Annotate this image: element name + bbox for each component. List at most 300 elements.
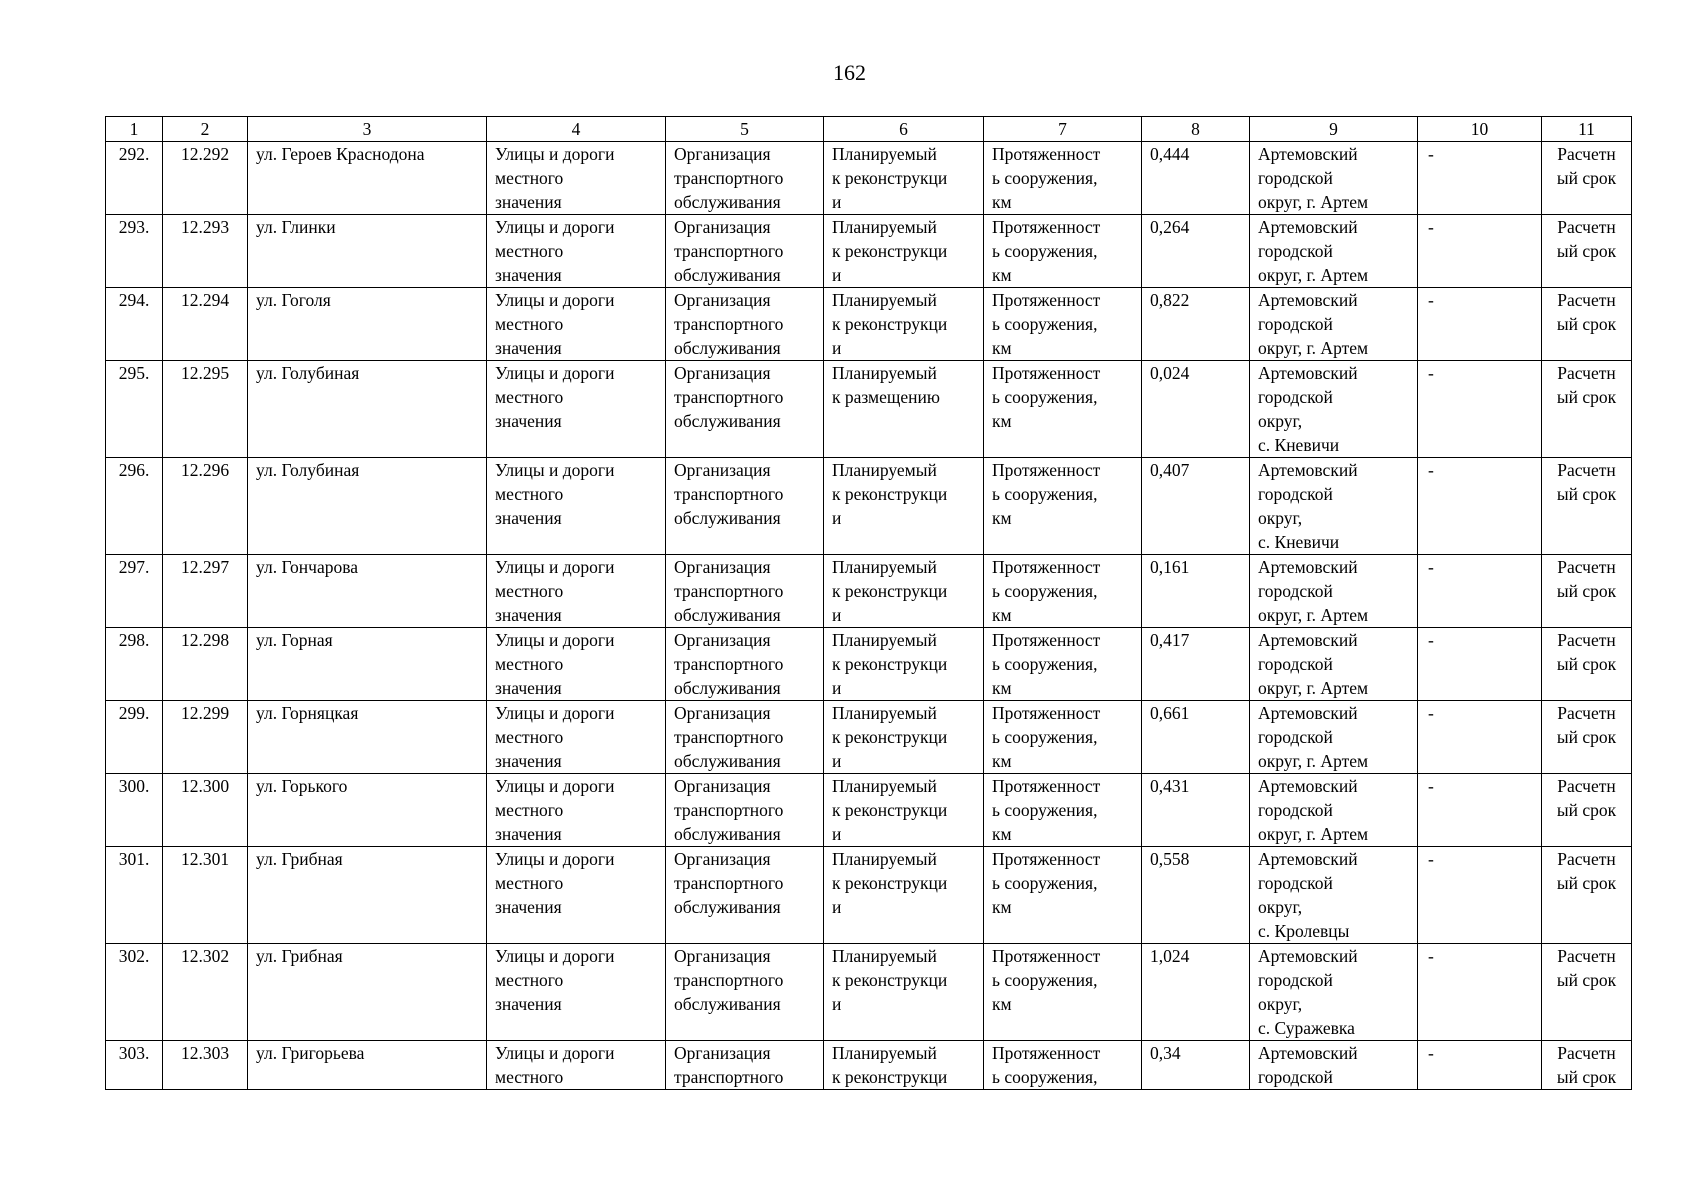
parameter-cell bbox=[984, 142, 1142, 215]
table-row bbox=[106, 458, 1632, 555]
cell-line: с. Кневичи bbox=[1258, 435, 1340, 455]
cell-line: Улицы и дороги bbox=[495, 630, 615, 650]
cell-line: ый срок bbox=[1556, 168, 1617, 188]
cell-line: и bbox=[832, 508, 842, 528]
location-cell bbox=[1250, 944, 1418, 1041]
cell-line: значения bbox=[495, 678, 562, 698]
code-cell: 12.294 bbox=[163, 288, 248, 361]
cell-line: обслуживания bbox=[674, 338, 781, 358]
zone-cell: - bbox=[1418, 701, 1542, 774]
cell-line: местного bbox=[495, 581, 564, 601]
cell-line: ь сооружения, bbox=[992, 168, 1098, 188]
cell-line: с. Кролевцы bbox=[1258, 921, 1350, 941]
cell-line: Артемовский bbox=[1258, 776, 1358, 796]
cell-line: ь сооружения, bbox=[992, 970, 1098, 990]
cell-line: транспортного bbox=[674, 168, 784, 188]
cell-line: транспортного bbox=[674, 654, 784, 674]
street-name-cell: ул. Горького bbox=[248, 774, 487, 847]
cell-line: к реконструкци bbox=[832, 484, 948, 504]
row-number-cell: 292. bbox=[106, 142, 163, 215]
cell-line: городской bbox=[1258, 1067, 1333, 1087]
street-name-cell: ул. Горняцкая bbox=[248, 701, 487, 774]
cell-line: и bbox=[832, 994, 842, 1014]
status-cell bbox=[824, 701, 984, 774]
cell-line: округ, г. Артем bbox=[1258, 338, 1369, 358]
column-header: 7 bbox=[984, 117, 1142, 142]
cell-line: Организация bbox=[674, 946, 771, 966]
value-cell: 0,417 bbox=[1142, 628, 1250, 701]
cell-line: Протяженност bbox=[992, 946, 1101, 966]
object-type-cell bbox=[487, 142, 666, 215]
cell-line: Планируемый bbox=[832, 460, 937, 480]
street-name-cell: ул. Гончарова bbox=[248, 555, 487, 628]
cell-line: местного bbox=[495, 241, 564, 261]
term-cell bbox=[1542, 361, 1632, 458]
cell-line: Организация bbox=[674, 1043, 771, 1063]
zone-cell: - bbox=[1418, 847, 1542, 944]
cell-line: Планируемый bbox=[832, 946, 937, 966]
zone-cell: - bbox=[1418, 555, 1542, 628]
column-header: 9 bbox=[1250, 117, 1418, 142]
value-cell: 0,264 bbox=[1142, 215, 1250, 288]
location-cell bbox=[1250, 361, 1418, 458]
cell-line: городской bbox=[1258, 970, 1333, 990]
cell-line: округ, bbox=[1258, 897, 1303, 917]
code-cell: 12.297 bbox=[163, 555, 248, 628]
zone-cell: - bbox=[1418, 628, 1542, 701]
status-cell bbox=[824, 944, 984, 1041]
cell-line: ый срок bbox=[1556, 873, 1617, 893]
cell-line: Улицы и дороги bbox=[495, 363, 615, 383]
term-cell bbox=[1542, 628, 1632, 701]
cell-line: местного bbox=[495, 314, 564, 334]
table-row bbox=[106, 361, 1632, 458]
table-row bbox=[106, 701, 1632, 774]
cell-line: и bbox=[832, 824, 842, 844]
table-row bbox=[106, 142, 1632, 215]
purpose-cell bbox=[666, 774, 824, 847]
cell-line: значения bbox=[495, 508, 562, 528]
status-cell bbox=[824, 1041, 984, 1090]
table-row bbox=[106, 1041, 1632, 1090]
street-name-cell: ул. Григорьева bbox=[248, 1041, 487, 1090]
object-type-cell bbox=[487, 701, 666, 774]
status-cell bbox=[824, 458, 984, 555]
cell-line: обслуживания bbox=[674, 751, 781, 771]
table-row bbox=[106, 288, 1632, 361]
cell-line: Протяженност bbox=[992, 557, 1101, 577]
code-cell: 12.300 bbox=[163, 774, 248, 847]
purpose-cell bbox=[666, 701, 824, 774]
cell-line: значения bbox=[495, 338, 562, 358]
column-header: 2 bbox=[163, 117, 248, 142]
street-name-cell: ул. Горная bbox=[248, 628, 487, 701]
purpose-cell bbox=[666, 215, 824, 288]
code-cell: 12.298 bbox=[163, 628, 248, 701]
term-cell bbox=[1542, 1041, 1632, 1090]
cell-line: транспортного bbox=[674, 241, 784, 261]
cell-line: значения bbox=[495, 824, 562, 844]
cell-line: местного bbox=[495, 970, 564, 990]
cell-line: ь сооружения, bbox=[992, 241, 1098, 261]
cell-line: местного bbox=[495, 387, 564, 407]
cell-line: Планируемый bbox=[832, 849, 937, 869]
cell-line: ь сооружения, bbox=[992, 484, 1098, 504]
value-cell: 1,024 bbox=[1142, 944, 1250, 1041]
cell-line: Протяженност bbox=[992, 217, 1101, 237]
cell-line: Расчетн bbox=[1557, 1043, 1616, 1063]
cell-line: транспортного bbox=[674, 581, 784, 601]
street-name-cell: ул. Грибная bbox=[248, 847, 487, 944]
cell-line: обслуживания bbox=[674, 678, 781, 698]
table-row bbox=[106, 944, 1632, 1041]
status-cell bbox=[824, 774, 984, 847]
value-cell: 0,661 bbox=[1142, 701, 1250, 774]
cell-line: ь сооружения, bbox=[992, 581, 1098, 601]
cell-line: ый срок bbox=[1556, 654, 1617, 674]
parameter-cell bbox=[984, 1041, 1142, 1090]
cell-line: Улицы и дороги bbox=[495, 144, 615, 164]
street-name-cell: ул. Грибная bbox=[248, 944, 487, 1041]
cell-line: Протяженност bbox=[992, 460, 1101, 480]
row-number-cell: 299. bbox=[106, 701, 163, 774]
cell-line: Организация bbox=[674, 217, 771, 237]
value-cell: 0,444 bbox=[1142, 142, 1250, 215]
cell-line: Планируемый bbox=[832, 703, 937, 723]
purpose-cell bbox=[666, 288, 824, 361]
cell-line: транспортного bbox=[674, 873, 784, 893]
location-cell bbox=[1250, 774, 1418, 847]
cell-line: ый срок bbox=[1556, 727, 1617, 747]
cell-line: к реконструкци bbox=[832, 314, 948, 334]
street-name-cell: ул. Героев Краснодона bbox=[248, 142, 487, 215]
object-type-cell bbox=[487, 774, 666, 847]
row-number-cell: 300. bbox=[106, 774, 163, 847]
term-cell bbox=[1542, 774, 1632, 847]
code-cell: 12.301 bbox=[163, 847, 248, 944]
cell-line: ь сооружения, bbox=[992, 654, 1098, 674]
cell-line: к реконструкци bbox=[832, 654, 948, 674]
cell-line: Протяженност bbox=[992, 363, 1101, 383]
table-header bbox=[106, 117, 1632, 142]
parameter-cell bbox=[984, 628, 1142, 701]
cell-line: Артемовский bbox=[1258, 703, 1358, 723]
cell-line: Улицы и дороги bbox=[495, 946, 615, 966]
page-number: 162 bbox=[833, 60, 866, 85]
status-cell bbox=[824, 555, 984, 628]
value-cell: 0,161 bbox=[1142, 555, 1250, 628]
cell-line: местного bbox=[495, 800, 564, 820]
purpose-cell bbox=[666, 458, 824, 555]
purpose-cell bbox=[666, 361, 824, 458]
cell-line: к реконструкци bbox=[832, 727, 948, 747]
cell-line: к реконструкци bbox=[832, 873, 948, 893]
cell-line: Организация bbox=[674, 849, 771, 869]
cell-line: обслуживания bbox=[674, 897, 781, 917]
cell-line: Артемовский bbox=[1258, 557, 1358, 577]
cell-line: значения bbox=[495, 411, 562, 431]
row-number-cell: 293. bbox=[106, 215, 163, 288]
cell-line: городской bbox=[1258, 168, 1333, 188]
cell-line: обслуживания bbox=[674, 265, 781, 285]
cell-line: городской bbox=[1258, 241, 1333, 261]
value-cell: 0,407 bbox=[1142, 458, 1250, 555]
cell-line: местного bbox=[495, 654, 564, 674]
object-type-cell bbox=[487, 944, 666, 1041]
value-cell: 0,024 bbox=[1142, 361, 1250, 458]
row-number-cell: 295. bbox=[106, 361, 163, 458]
cell-line: ый срок bbox=[1556, 314, 1617, 334]
cell-line: ый срок bbox=[1556, 1067, 1617, 1087]
purpose-cell bbox=[666, 555, 824, 628]
zone-cell: - bbox=[1418, 361, 1542, 458]
cell-line: Улицы и дороги bbox=[495, 703, 615, 723]
row-number-cell: 297. bbox=[106, 555, 163, 628]
cell-line: км bbox=[992, 265, 1012, 285]
cell-line: транспортного bbox=[674, 727, 784, 747]
zone-cell: - bbox=[1418, 944, 1542, 1041]
cell-line: Протяженност bbox=[992, 1043, 1101, 1063]
status-cell bbox=[824, 288, 984, 361]
object-type-cell bbox=[487, 458, 666, 555]
cell-line: Организация bbox=[674, 630, 771, 650]
purpose-cell bbox=[666, 142, 824, 215]
cell-line: Организация bbox=[674, 144, 771, 164]
cell-line: Планируемый bbox=[832, 776, 937, 796]
parameter-cell bbox=[984, 458, 1142, 555]
cell-line: к реконструкци bbox=[832, 168, 948, 188]
row-number-cell: 303. bbox=[106, 1041, 163, 1090]
location-cell bbox=[1250, 847, 1418, 944]
code-cell: 12.303 bbox=[163, 1041, 248, 1090]
object-type-cell bbox=[487, 555, 666, 628]
cell-line: Протяженност bbox=[992, 630, 1101, 650]
column-header: 5 bbox=[666, 117, 824, 142]
cell-line: Организация bbox=[674, 557, 771, 577]
cell-line: значения bbox=[495, 897, 562, 917]
row-number-cell: 301. bbox=[106, 847, 163, 944]
cell-line: ь сооружения, bbox=[992, 727, 1098, 747]
cell-line: Улицы и дороги bbox=[495, 776, 615, 796]
cell-line: округ, bbox=[1258, 508, 1303, 528]
cell-line: Расчетн bbox=[1557, 144, 1616, 164]
cell-line: обслуживания bbox=[674, 605, 781, 625]
code-cell: 12.302 bbox=[163, 944, 248, 1041]
cell-line: км bbox=[992, 338, 1012, 358]
cell-line: км bbox=[992, 897, 1012, 917]
zone-cell: - bbox=[1418, 288, 1542, 361]
cell-line: ый срок bbox=[1556, 970, 1617, 990]
zone-cell: - bbox=[1418, 774, 1542, 847]
cell-line: ый срок bbox=[1556, 484, 1617, 504]
column-header: 1 bbox=[106, 117, 163, 142]
cell-line: Артемовский bbox=[1258, 946, 1358, 966]
table-row bbox=[106, 628, 1632, 701]
object-type-cell bbox=[487, 847, 666, 944]
cell-line: транспортного bbox=[674, 387, 784, 407]
zone-cell: - bbox=[1418, 458, 1542, 555]
cell-line: к реконструкци bbox=[832, 241, 948, 261]
value-cell: 0,431 bbox=[1142, 774, 1250, 847]
cell-line: ый срок bbox=[1556, 241, 1617, 261]
cell-line: Планируемый bbox=[832, 290, 937, 310]
term-cell bbox=[1542, 847, 1632, 944]
cell-line: Артемовский bbox=[1258, 363, 1358, 383]
cell-line: км bbox=[992, 192, 1012, 212]
object-type-cell bbox=[487, 628, 666, 701]
object-type-cell bbox=[487, 288, 666, 361]
cell-line: к размещению bbox=[832, 387, 940, 407]
cell-line: и bbox=[832, 678, 842, 698]
cell-line: Артемовский bbox=[1258, 460, 1358, 480]
code-cell: 12.295 bbox=[163, 361, 248, 458]
status-cell bbox=[824, 142, 984, 215]
table-row bbox=[106, 555, 1632, 628]
cell-line: городской bbox=[1258, 484, 1333, 504]
cell-line: транспортного bbox=[674, 1067, 784, 1087]
row-number-cell: 296. bbox=[106, 458, 163, 555]
cell-line: городской bbox=[1258, 727, 1333, 747]
location-cell bbox=[1250, 701, 1418, 774]
cell-line: Расчетн bbox=[1557, 849, 1616, 869]
cell-line: значения bbox=[495, 751, 562, 771]
location-cell bbox=[1250, 628, 1418, 701]
status-cell bbox=[824, 215, 984, 288]
cell-line: обслуживания bbox=[674, 508, 781, 528]
code-cell: 12.292 bbox=[163, 142, 248, 215]
purpose-cell bbox=[666, 628, 824, 701]
cell-line: Расчетн bbox=[1557, 290, 1616, 310]
cell-line: Организация bbox=[674, 460, 771, 480]
cell-line: городской bbox=[1258, 581, 1333, 601]
cell-line: км bbox=[992, 411, 1012, 431]
cell-line: км bbox=[992, 605, 1012, 625]
cell-line: Улицы и дороги bbox=[495, 849, 615, 869]
cell-line: Расчетн bbox=[1557, 217, 1616, 237]
cell-line: городской bbox=[1258, 873, 1333, 893]
cell-line: Протяженност bbox=[992, 290, 1101, 310]
cell-line: округ, г. Артем bbox=[1258, 824, 1369, 844]
cell-line: обслуживания bbox=[674, 994, 781, 1014]
cell-line: округ, г. Артем bbox=[1258, 192, 1369, 212]
cell-line: транспортного bbox=[674, 314, 784, 334]
status-cell bbox=[824, 628, 984, 701]
cell-line: Планируемый bbox=[832, 363, 937, 383]
term-cell bbox=[1542, 458, 1632, 555]
cell-line: Расчетн bbox=[1557, 460, 1616, 480]
cell-line: км bbox=[992, 678, 1012, 698]
cell-line: ь сооружения, bbox=[992, 1067, 1098, 1087]
cell-line: и bbox=[832, 265, 842, 285]
column-header: 10 bbox=[1418, 117, 1542, 142]
cell-line: Протяженност bbox=[992, 776, 1101, 796]
cell-line: Планируемый bbox=[832, 217, 937, 237]
object-type-cell bbox=[487, 215, 666, 288]
cell-line: транспортного bbox=[674, 484, 784, 504]
location-cell bbox=[1250, 142, 1418, 215]
cell-line: с. Суражевка bbox=[1258, 1018, 1355, 1038]
column-header: 11 bbox=[1542, 117, 1632, 142]
table-row bbox=[106, 215, 1632, 288]
street-name-cell: ул. Гоголя bbox=[248, 288, 487, 361]
cell-line: Планируемый bbox=[832, 557, 937, 577]
parameter-cell bbox=[984, 774, 1142, 847]
term-cell bbox=[1542, 555, 1632, 628]
cell-line: и bbox=[832, 605, 842, 625]
cell-line: городской bbox=[1258, 314, 1333, 334]
cell-line: км bbox=[992, 751, 1012, 771]
object-type-cell bbox=[487, 361, 666, 458]
cell-line: Улицы и дороги bbox=[495, 1043, 615, 1063]
cell-line: Артемовский bbox=[1258, 144, 1358, 164]
parameter-cell bbox=[984, 847, 1142, 944]
location-cell bbox=[1250, 1041, 1418, 1090]
cell-line: Расчетн bbox=[1557, 776, 1616, 796]
cell-line: транспортного bbox=[674, 970, 784, 990]
cell-line: Артемовский bbox=[1258, 290, 1358, 310]
term-cell bbox=[1542, 944, 1632, 1041]
purpose-cell bbox=[666, 944, 824, 1041]
cell-line: транспортного bbox=[674, 800, 784, 820]
code-cell: 12.293 bbox=[163, 215, 248, 288]
cell-line: значения bbox=[495, 192, 562, 212]
street-name-cell: ул. Голубиная bbox=[248, 361, 487, 458]
cell-line: к реконструкци bbox=[832, 1067, 948, 1087]
cell-line: Расчетн bbox=[1557, 557, 1616, 577]
cell-line: местного bbox=[495, 727, 564, 747]
cell-line: местного bbox=[495, 1067, 564, 1087]
cell-line: ь сооружения, bbox=[992, 800, 1098, 820]
status-cell bbox=[824, 361, 984, 458]
purpose-cell bbox=[666, 847, 824, 944]
table-row bbox=[106, 774, 1632, 847]
cell-line: ый срок bbox=[1556, 800, 1617, 820]
object-type-cell bbox=[487, 1041, 666, 1090]
cell-line: ь сооружения, bbox=[992, 387, 1098, 407]
row-number-cell: 294. bbox=[106, 288, 163, 361]
cell-line: обслуживания bbox=[674, 824, 781, 844]
cell-line: км bbox=[992, 824, 1012, 844]
cell-line: Организация bbox=[674, 290, 771, 310]
cell-line: значения bbox=[495, 605, 562, 625]
value-cell: 0,34 bbox=[1142, 1041, 1250, 1090]
status-cell bbox=[824, 847, 984, 944]
parameter-cell bbox=[984, 944, 1142, 1041]
cell-line: Артемовский bbox=[1258, 1043, 1358, 1063]
cell-line: Организация bbox=[674, 703, 771, 723]
street-name-cell: ул. Глинки bbox=[248, 215, 487, 288]
cell-line: к реконструкци bbox=[832, 970, 948, 990]
cell-line: значения bbox=[495, 265, 562, 285]
cell-line: округ, г. Артем bbox=[1258, 605, 1369, 625]
cell-line: обслуживания bbox=[674, 192, 781, 212]
value-cell: 0,558 bbox=[1142, 847, 1250, 944]
term-cell bbox=[1542, 288, 1632, 361]
cell-line: к реконструкци bbox=[832, 800, 948, 820]
cell-line: Планируемый bbox=[832, 630, 937, 650]
code-cell: 12.299 bbox=[163, 701, 248, 774]
cell-line: к реконструкци bbox=[832, 581, 948, 601]
parameter-cell bbox=[984, 215, 1142, 288]
cell-line: и bbox=[832, 192, 842, 212]
cell-line: Улицы и дороги bbox=[495, 290, 615, 310]
cell-line: Планируемый bbox=[832, 1043, 937, 1063]
row-number-cell: 298. bbox=[106, 628, 163, 701]
column-header: 6 bbox=[824, 117, 984, 142]
term-cell bbox=[1542, 142, 1632, 215]
table-row bbox=[106, 847, 1632, 944]
cell-line: Артемовский bbox=[1258, 217, 1358, 237]
